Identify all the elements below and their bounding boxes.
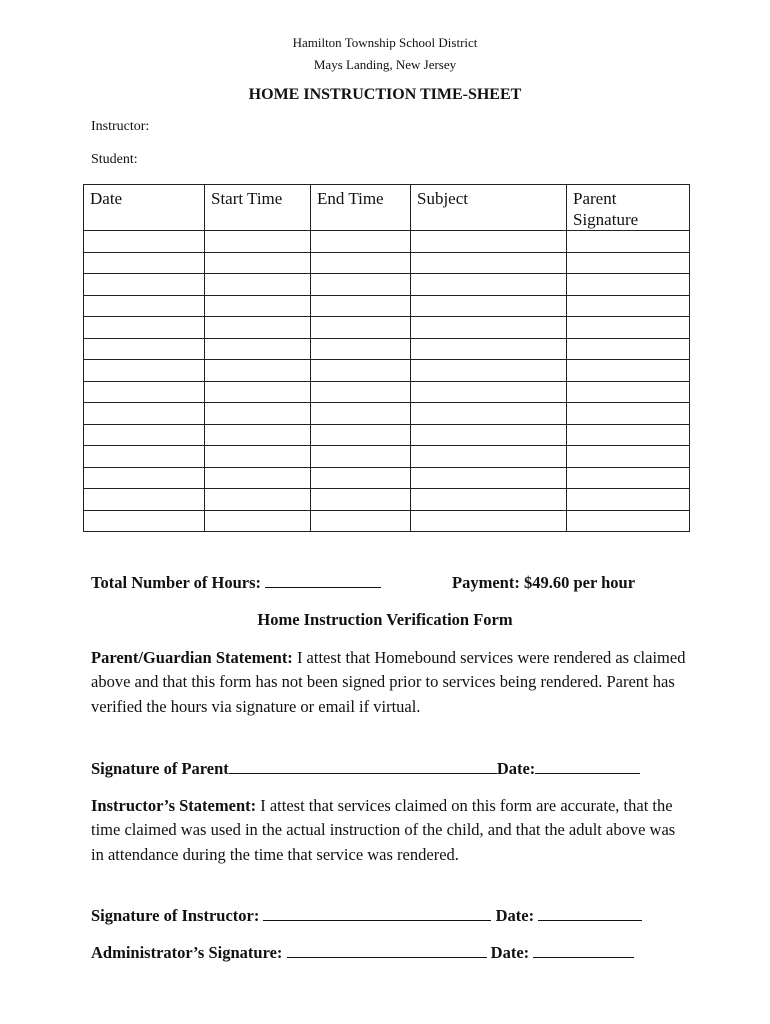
table-row	[84, 489, 690, 511]
cell-parent-signature[interactable]	[567, 274, 690, 296]
parent-statement-text: I attest that Homebound services were rendered as claimed above and that this form has not been signed prior to services being rendered. Parent has verified the hours via signature or email if virtual.	[91, 648, 686, 716]
cell-parent-signature[interactable]	[567, 403, 690, 425]
parent-statement-heading: Parent/Guardian Statement:	[91, 648, 293, 667]
column-header-subject: Subject	[411, 185, 567, 231]
cell-subject[interactable]	[411, 295, 567, 317]
cell-end-time[interactable]	[311, 317, 411, 339]
cell-parent-signature[interactable]	[567, 381, 690, 403]
cell-end-time[interactable]	[311, 489, 411, 511]
cell-end-time[interactable]	[311, 510, 411, 532]
signature-instructor-label: Signature of Instructor:	[91, 906, 260, 925]
cell-end-time[interactable]	[311, 467, 411, 489]
instructor-label: Instructor:	[91, 119, 150, 134]
cell-parent-signature[interactable]	[567, 252, 690, 274]
table-row	[84, 338, 690, 360]
student-label: Student:	[91, 152, 138, 167]
district-name: Hamilton Township School District	[292, 35, 478, 50]
cell-parent-signature[interactable]	[567, 338, 690, 360]
instructor-statement-heading: Instructor’s Statement:	[91, 796, 257, 815]
cell-start-time[interactable]	[205, 403, 311, 425]
cell-date[interactable]	[84, 317, 205, 339]
parent-date-label: Date:	[496, 759, 536, 778]
cell-parent-signature[interactable]	[567, 317, 690, 339]
instructor-date-label: Date:	[495, 906, 535, 925]
signature-parent-label: Signature of Parent	[91, 759, 229, 778]
cell-start-time[interactable]	[205, 489, 311, 511]
parent-date-field[interactable]	[535, 759, 640, 774]
cell-start-time[interactable]	[205, 510, 311, 532]
parent-signature-line	[91, 759, 640, 779]
district-location: Mays Landing, New Jersey	[313, 57, 457, 72]
administrator-date-label: Date:	[490, 943, 530, 962]
cell-subject[interactable]	[411, 381, 567, 403]
table-header-row	[84, 185, 690, 231]
table-row	[84, 252, 690, 274]
cell-end-time[interactable]	[311, 360, 411, 382]
administrator-date-field[interactable]	[533, 943, 634, 958]
table-row	[84, 424, 690, 446]
cell-subject[interactable]	[411, 317, 567, 339]
cell-parent-signature[interactable]	[567, 295, 690, 317]
cell-parent-signature[interactable]	[567, 360, 690, 382]
cell-subject[interactable]	[411, 424, 567, 446]
cell-start-time[interactable]	[205, 338, 311, 360]
cell-date[interactable]	[84, 360, 205, 382]
cell-end-time[interactable]	[311, 338, 411, 360]
cell-end-time[interactable]	[311, 252, 411, 274]
cell-parent-signature[interactable]	[567, 424, 690, 446]
cell-date[interactable]	[84, 510, 205, 532]
cell-start-time[interactable]	[205, 231, 311, 253]
total-hours	[91, 573, 381, 593]
column-header-end-time: End Time	[311, 185, 411, 231]
cell-subject[interactable]	[411, 231, 567, 253]
table-row	[84, 295, 690, 317]
cell-date[interactable]	[84, 295, 205, 317]
instructor-signature-field[interactable]	[263, 906, 491, 921]
instructor-date-field[interactable]	[538, 906, 642, 921]
cell-date[interactable]	[84, 274, 205, 296]
column-header-date: Date	[84, 185, 205, 231]
cell-parent-signature[interactable]	[567, 467, 690, 489]
cell-start-time[interactable]	[205, 467, 311, 489]
table-row	[84, 231, 690, 253]
cell-end-time[interactable]	[311, 274, 411, 296]
total-hours-input-line[interactable]	[265, 573, 381, 588]
cell-start-time[interactable]	[205, 446, 311, 468]
cell-start-time[interactable]	[205, 317, 311, 339]
cell-end-time[interactable]	[311, 231, 411, 253]
instructor-statement	[91, 794, 691, 867]
cell-start-time[interactable]	[205, 424, 311, 446]
cell-parent-signature[interactable]	[567, 510, 690, 532]
cell-subject[interactable]	[411, 446, 567, 468]
cell-start-time[interactable]	[205, 274, 311, 296]
cell-end-time[interactable]	[311, 446, 411, 468]
total-hours-label: Total Number of Hours:	[91, 573, 262, 592]
time-sheet-body	[84, 231, 690, 532]
table-row	[84, 446, 690, 468]
column-header-parent-signature: Parent Signature	[567, 185, 690, 231]
cell-subject[interactable]	[411, 403, 567, 425]
table-row	[84, 467, 690, 489]
cell-date[interactable]	[84, 489, 205, 511]
parent-statement	[91, 646, 691, 719]
cell-parent-signature[interactable]	[567, 446, 690, 468]
page-title: HOME INSTRUCTION TIME-SHEET	[248, 86, 522, 103]
time-sheet-table	[83, 184, 690, 532]
administrator-signature-label: Administrator’s Signature:	[91, 943, 283, 962]
cell-date[interactable]	[84, 231, 205, 253]
parent-signature-field[interactable]	[229, 759, 497, 774]
cell-subject[interactable]	[411, 338, 567, 360]
cell-subject[interactable]	[411, 360, 567, 382]
table-row	[84, 403, 690, 425]
cell-date[interactable]	[84, 424, 205, 446]
column-header-start-time: Start Time	[205, 185, 311, 231]
verification-form-title: Home Instruction Verification Form	[257, 610, 513, 629]
cell-date[interactable]	[84, 467, 205, 489]
cell-subject[interactable]	[411, 274, 567, 296]
cell-end-time[interactable]	[311, 295, 411, 317]
cell-parent-signature[interactable]	[567, 231, 690, 253]
table-row	[84, 274, 690, 296]
cell-subject[interactable]	[411, 252, 567, 274]
cell-date[interactable]	[84, 252, 205, 274]
instructor-statement-text: I attest that services claimed on this form are accurate, that the time claimed was used in the actual instruction of the child, and that the adult above was in attendance during the time that service was rendered.	[91, 796, 676, 864]
cell-subject[interactable]	[411, 489, 567, 511]
cell-date[interactable]	[84, 403, 205, 425]
administrator-signature-field[interactable]	[287, 943, 487, 958]
administrator-signature-line	[91, 943, 634, 963]
cell-parent-signature[interactable]	[567, 489, 690, 511]
table-row	[84, 317, 690, 339]
cell-start-time[interactable]	[205, 381, 311, 403]
payment-rate: Payment: $49.60 per hour	[452, 573, 636, 592]
cell-end-time[interactable]	[311, 381, 411, 403]
cell-subject[interactable]	[411, 510, 567, 532]
cell-start-time[interactable]	[205, 360, 311, 382]
cell-start-time[interactable]	[205, 295, 311, 317]
cell-subject[interactable]	[411, 467, 567, 489]
cell-date[interactable]	[84, 338, 205, 360]
cell-end-time[interactable]	[311, 403, 411, 425]
table-row	[84, 360, 690, 382]
table-row	[84, 381, 690, 403]
instructor-signature-line	[91, 906, 642, 926]
cell-end-time[interactable]	[311, 424, 411, 446]
cell-date[interactable]	[84, 446, 205, 468]
cell-date[interactable]	[84, 381, 205, 403]
cell-start-time[interactable]	[205, 252, 311, 274]
table-row	[84, 510, 690, 532]
